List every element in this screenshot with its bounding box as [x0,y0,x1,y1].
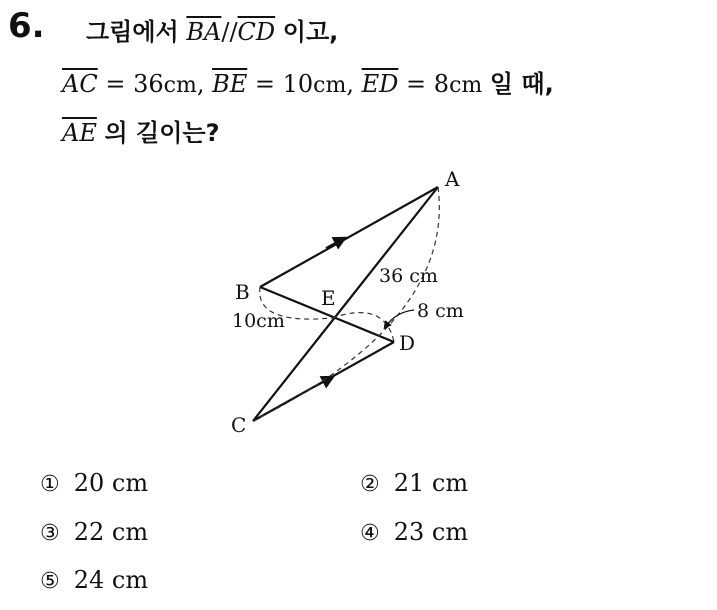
parallel-symbol: // [221,18,238,46]
option-mark: ① [40,472,60,497]
unit-cm: cm [163,73,197,98]
unit-cm: cm [449,73,483,98]
question-intro-end: 이고, [282,18,339,46]
option-mark: ② [360,472,380,497]
option-3[interactable] [40,518,148,546]
comma: , [196,70,205,98]
ac-value: = 36 [105,70,164,98]
option-text: 20 cm [73,469,149,497]
option-text: 22 cm [73,518,149,546]
be-value: = 10 [254,70,314,98]
segment-ba: $\overline{BA}$ [186,18,222,46]
option-2[interactable] [360,469,468,497]
option-5[interactable] [40,566,148,594]
question-intro: 그림에서 [86,18,179,46]
option-text: 21 cm [393,469,469,497]
option-4[interactable] [360,518,468,546]
leader-8cm [386,310,414,326]
segment-ae: $\overline{AE}$ [62,119,97,147]
option-text: 23 cm [393,518,469,546]
segment-be: $\overline{BE}$ [212,70,248,98]
option-mark: ④ [360,521,380,546]
label-10cm: 10cm [232,310,285,332]
label-36cm: 36 cm [379,265,438,287]
comma: , [346,70,354,98]
point-d-label: D [399,331,416,355]
label-8cm: 8 cm [417,300,464,322]
ed-value: = 8 [406,70,450,98]
segment-ed: $\overline{ED}$ [361,70,399,98]
question-when: 일 때, [489,70,554,98]
point-e-label: E [321,286,336,310]
option-text: 24 cm [73,566,149,594]
unit-cm: cm [313,73,347,98]
segment-cd: $\overline{CD}$ [237,18,276,46]
question-number: 6. [8,6,45,46]
point-c-label: C [231,413,247,437]
point-b-label: B [235,280,250,304]
option-mark: ⑤ [40,569,60,594]
segment-a-c [253,187,438,421]
point-a-label: A [445,167,460,191]
segment-ac: $\overline{AC}$ [62,70,98,98]
option-mark: ③ [40,521,60,546]
question-ask: 의 길이는? [104,119,220,147]
option-1[interactable] [40,469,148,497]
